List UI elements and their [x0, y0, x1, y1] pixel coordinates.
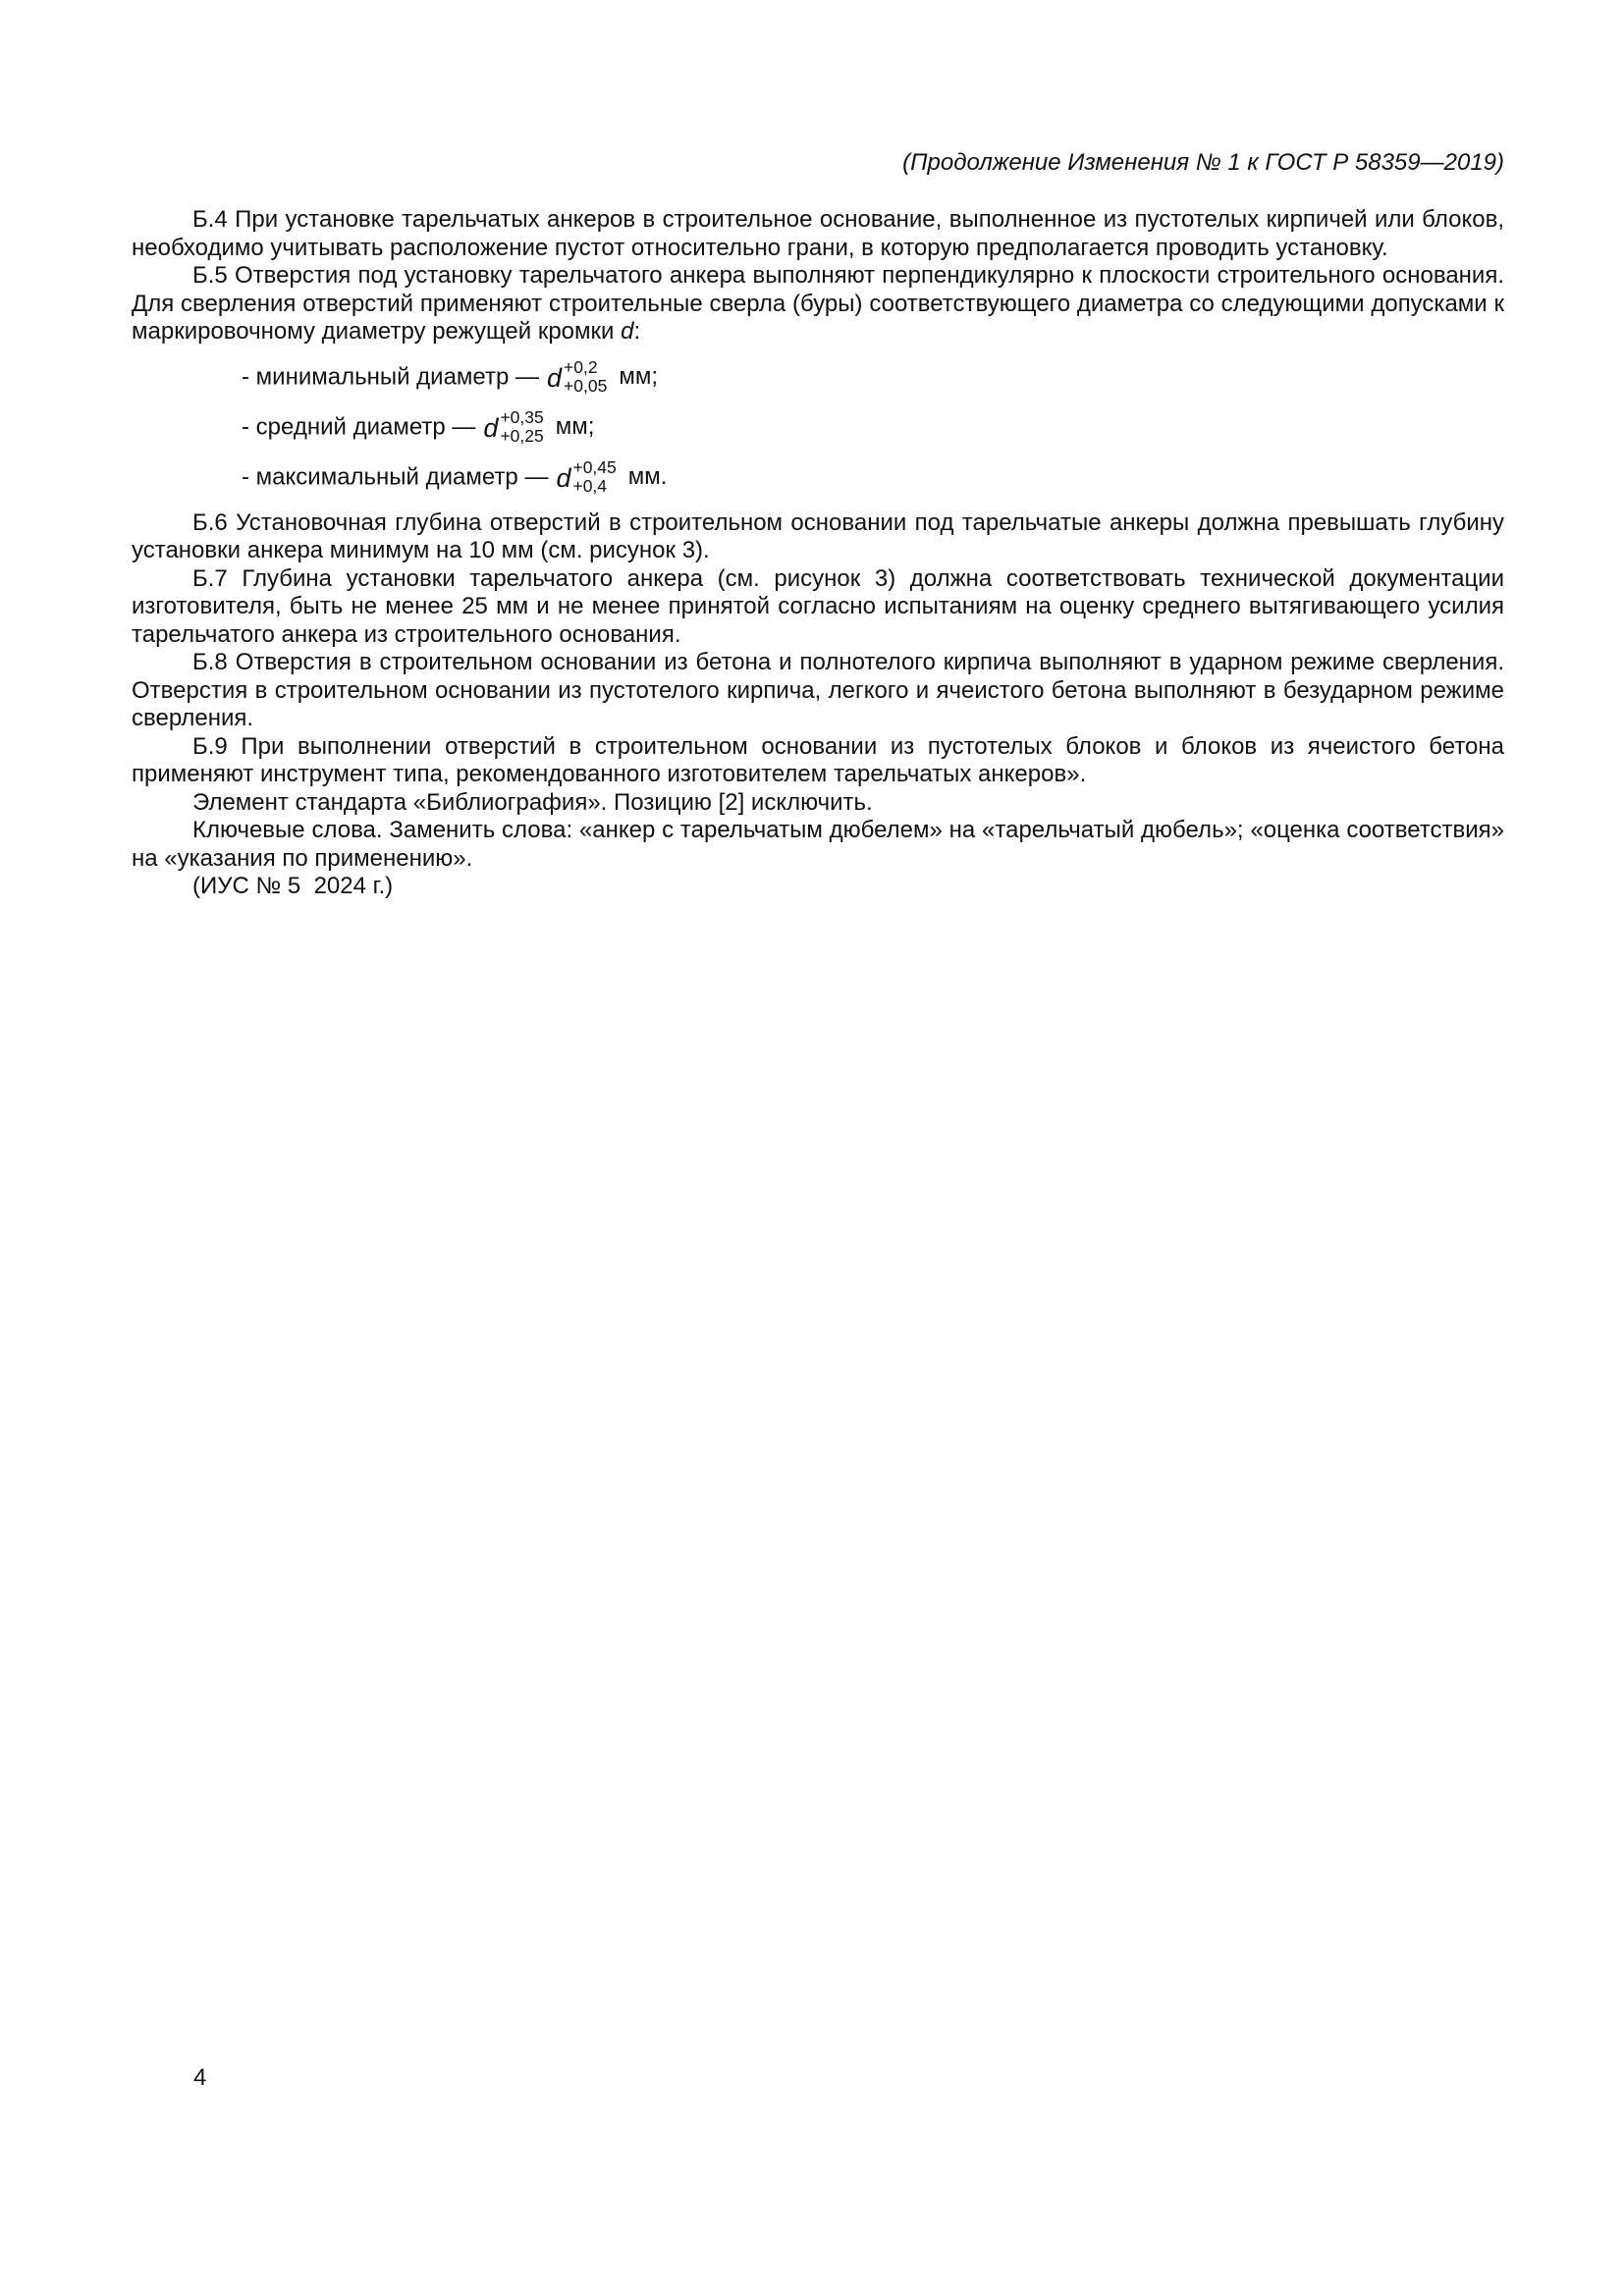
lower-deviation: +0,25 — [500, 425, 544, 446]
upper-deviation: +0,35 — [500, 406, 544, 427]
upper-deviation: +0,2 — [564, 356, 598, 377]
tolerance-limits — [564, 358, 607, 396]
paragraph-keywords: Ключевые слова. Заменить слова: «анкер с тарельчатым дюбелем» на «тарельчатый дюбель»; «оценка соответствия» на «указания по применению». — [132, 817, 1504, 872]
list-dash: - — [242, 362, 249, 390]
em-dash: — — [452, 412, 476, 440]
paragraph-b5-colon: : — [633, 318, 641, 345]
tolerance-item-max — [132, 456, 1504, 497]
paragraph-b8: Б.8 Отверстия в строительном основании из бетона и полнотелого кирпича выполняют в ударном режиме сверления. Отверстия в строительном основании из пустотелого кирпича, легкого и ячеистого бетона выполняют в безударном режиме сверления. — [132, 649, 1504, 731]
tolerance-limits — [572, 458, 616, 496]
lower-deviation: +0,4 — [572, 475, 608, 496]
paragraph-bibliography: Элемент стандарта «Библиография». Позицию [2] исключить. — [192, 788, 873, 816]
tolerance-label: средний диаметр — [255, 412, 446, 440]
unit-label: мм; — [619, 362, 658, 390]
paragraph-b7: Б.7 Глубина установки тарельчатого анкера (см. рисунок 3) должна соответствовать технической документации изготовителя, быть не менее 25 мм и не менее принятой согласно испытаниям на оценку среднего вытягивающего усилия тарельчатого анкера из строительного основания. — [132, 564, 1504, 648]
paragraph-b4: Б.4 При установке тарельчатых анкеров в строительное основание, выполненное из пустотелых кирпичей или блоков, необходимо учитывать расположение пустот относительно грани, в которую предполагается проводить установку. — [132, 206, 1504, 261]
paragraph-b5 — [132, 262, 1504, 347]
paragraph-b5-text: Б.5 Отверстия под установку тарельчатого анкера выполняют перпендикулярно к плоскости строительного основания. Для сверления отверстий применяют строительные сверла (буры) соответствующего диаметра со следующими допусками к маркировочному диаметру режущей кромки — [132, 262, 1504, 345]
em-dash: — — [515, 362, 539, 390]
page-number: 4 — [193, 2064, 207, 2091]
diameter-variable: d — [556, 462, 571, 493]
unit-label: мм. — [627, 462, 668, 490]
paragraph-b9: Б.9 При выполнении отверстий в строительном основании из пустотелых блоков и блоков из ячеистого бетона применяют инструмент типа, рекомендованного изготовителем тарельчатых анкеров». — [132, 732, 1504, 787]
diameter-variable: d — [483, 412, 499, 443]
diameter-variable: d — [547, 362, 563, 393]
lower-deviation: +0,05 — [564, 375, 608, 396]
em-dash: — — [524, 462, 549, 490]
tolerance-label: максимальный диаметр — [255, 462, 518, 490]
ius-issue-note: (ИУС № 5 2024 г.) — [192, 873, 394, 899]
running-header: (Продолжение Изменения № 1 к ГОСТ Р 58359—2019) — [902, 149, 1504, 176]
diameter-variable: d — [621, 318, 634, 345]
list-dash: - — [242, 462, 249, 490]
tolerance-formula — [556, 456, 617, 497]
tolerance-label: минимальный диаметр — [255, 362, 510, 390]
upper-deviation: +0,45 — [572, 456, 617, 477]
tolerance-formula — [547, 356, 608, 397]
paragraph-b6: Б.6 Установочная глубина отверстий в строительном основании под тарельчатые анкеры должна превышать глубину установки анкера минимум на 10 мм (см. рисунок 3). — [132, 508, 1504, 563]
tolerance-limits — [500, 408, 543, 446]
unit-label: мм; — [555, 412, 595, 440]
list-dash: - — [242, 412, 249, 440]
tolerance-item-mid — [132, 406, 1504, 447]
document-page-content — [132, 149, 1504, 901]
tolerance-item-min — [132, 356, 1504, 397]
tolerance-formula — [483, 406, 544, 447]
